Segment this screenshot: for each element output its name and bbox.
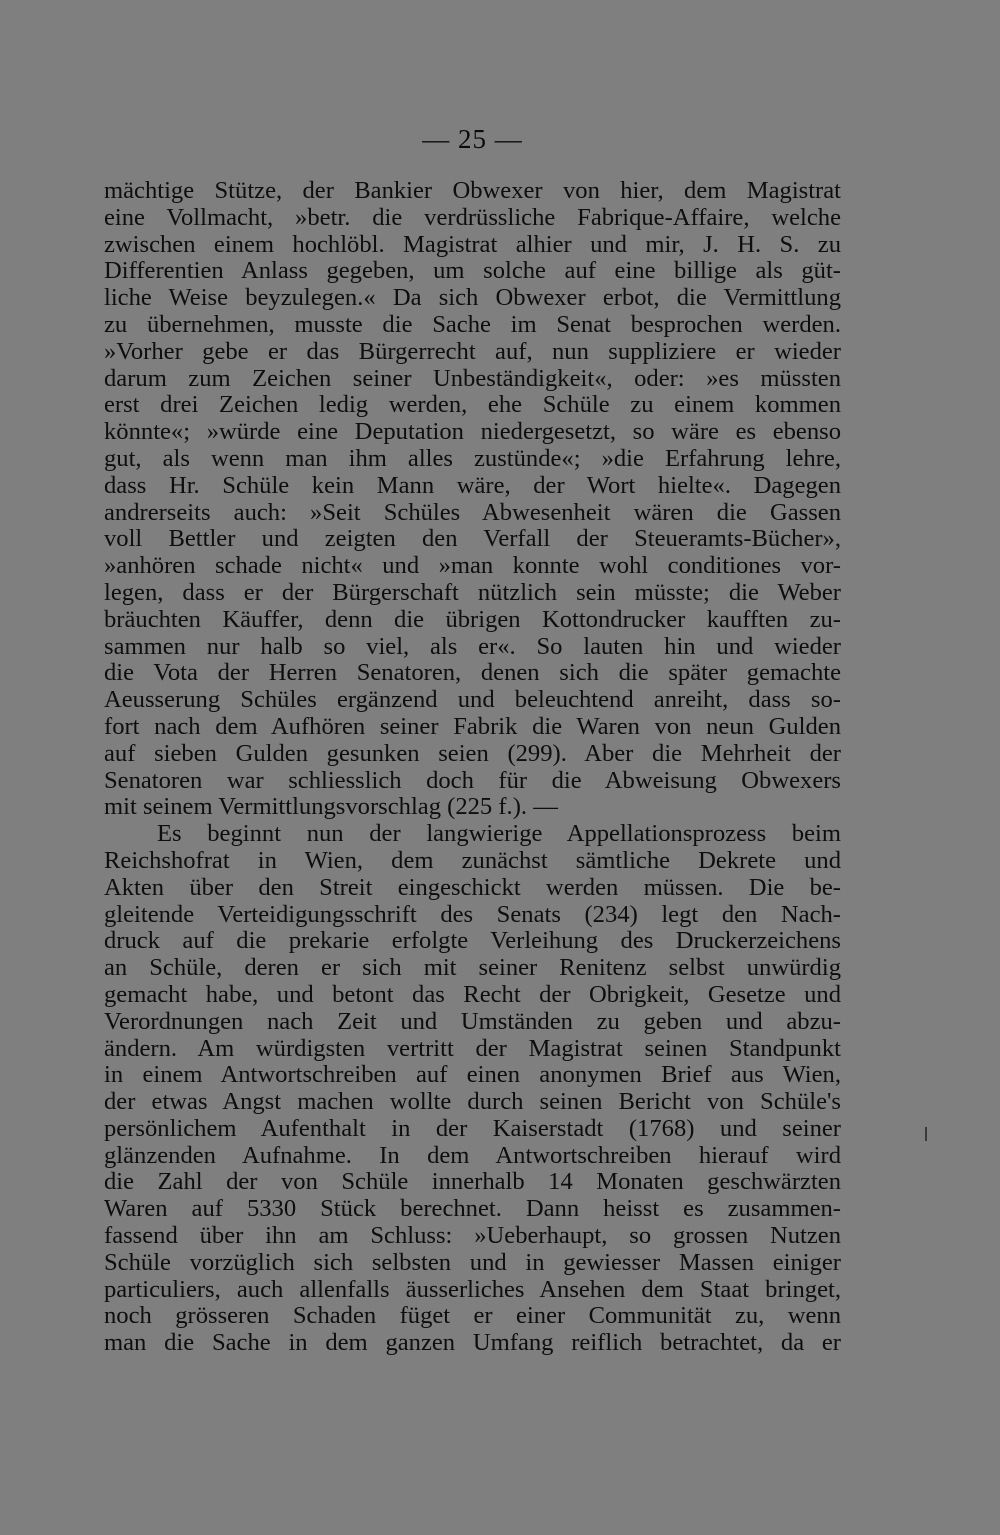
scan-speck bbox=[925, 1127, 927, 1141]
text-line: fort nach dem Aufhören seiner Fabrik die Waren von neun Gulden bbox=[104, 712, 841, 740]
text-line: an Schüle, deren er sich mit seiner Renitenz selbst unwürdig bbox=[104, 954, 841, 982]
text-line: zwischen einem hochlöbl. Magistrat alhier und mir, J. H. S. zu bbox=[104, 230, 841, 258]
text-line: der etwas Angst machen wollte durch seinen Bericht von Schüle's bbox=[104, 1088, 841, 1116]
text-line: mit seinem Vermittlungsvorschlag (225 f.). — bbox=[104, 793, 558, 821]
text-line: Senatoren war schliesslich doch für die Abweisung Obwexers bbox=[104, 766, 841, 794]
text-line: eine Vollmacht, »betr. die verdrüssliche Fabrique-Affaire, welche bbox=[104, 203, 841, 231]
text-line: in einem Antwortschreiben auf einen anonymen Brief aus Wien, bbox=[104, 1061, 841, 1089]
text-line: noch grösseren Schaden füget er einer Communität zu, wenn bbox=[104, 1302, 841, 1330]
text-line: auf sieben Gulden gesunken seien (299). Aber die Mehrheit der bbox=[104, 739, 841, 767]
text-line: Es beginnt nun der langwierige Appellationsprozess beim bbox=[157, 820, 841, 848]
text-line: Akten über den Streit eingeschickt werden müssen. Die be- bbox=[104, 873, 841, 901]
text-line: gemacht habe, und betont das Recht der Obrigkeit, Gesetze und bbox=[104, 980, 841, 1008]
text-line: »anhören schade nicht« und »man konnte wohl conditiones vor- bbox=[104, 552, 841, 580]
text-line: legen, dass er der Bürgerschaft nützlich sein müsste; die Weber bbox=[104, 578, 841, 606]
text-line: darum zum Zeichen seiner Unbeständigkeit«, oder: »es müssten bbox=[104, 364, 841, 392]
text-line: Schüle vorzüglich sich selbsten und in gewiesser Massen einiger bbox=[104, 1248, 841, 1276]
text-line: Reichshofrat in Wien, dem zunächst sämtliche Dekrete und bbox=[104, 846, 841, 874]
text-line: Waren auf 5330 Stück berechnet. Dann heisst es zusammen- bbox=[104, 1195, 841, 1223]
text-line: Differentien Anlass gegeben, um solche auf eine billige als güt- bbox=[104, 257, 841, 285]
text-line: bräuchten Käuffer, denn die übrigen Kottondrucker kaufften zu- bbox=[104, 605, 841, 633]
text-line: man die Sache in dem ganzen Umfang reiflich betrachtet, da er bbox=[104, 1329, 841, 1357]
text-line: druck auf die prekarie erfolgte Verleihung des Druckerzeichens bbox=[104, 927, 841, 955]
text-line: sammen nur halb so viel, als er«. So lauten hin und wieder bbox=[104, 632, 841, 660]
text-line: dass Hr. Schüle kein Mann wäre, der Wort hielte«. Dagegen bbox=[104, 471, 841, 499]
text-line: andrerseits auch: »Seit Schüles Abwesenheit wären die Gassen bbox=[104, 498, 841, 526]
text-line: die Vota der Herren Senatoren, denen sich die später gemachte bbox=[104, 659, 841, 687]
text-line: persönlichem Aufenthalt in der Kaiserstadt (1768) und seiner bbox=[104, 1114, 841, 1142]
text-line: zu übernehmen, musste die Sache im Senat besprochen werden. bbox=[104, 310, 841, 338]
text-line: erst drei Zeichen ledig werden, ehe Schüle zu einem kommen bbox=[104, 391, 841, 419]
text-line: voll Bettler und zeigten den Verfall der Steueramts-Bücher», bbox=[104, 525, 841, 553]
text-line: »Vorher gebe er das Bürgerrecht auf, nun suppliziere er wieder bbox=[104, 337, 841, 365]
text-line: könnte«; »würde eine Deputation niedergesetzt, so wäre es ebenso bbox=[104, 418, 841, 446]
text-line: glänzenden Aufnahme. In dem Antwortschreiben hierauf wird bbox=[104, 1141, 841, 1169]
text-line: ändern. Am würdigsten vertritt der Magistrat seinen Standpunkt bbox=[104, 1034, 841, 1062]
text-line: liche Weise beyzulegen.« Da sich Obwexer erbot, die Vermittlung bbox=[104, 284, 841, 312]
text-line: gut, als wenn man ihm alles zustünde«; »die Erfahrung lehre, bbox=[104, 444, 841, 472]
text-line: mächtige Stütze, der Bankier Obwexer von hier, dem Magistrat bbox=[104, 177, 841, 204]
text-line: gleitende Verteidigungsschrift des Senats (234) legt den Nach- bbox=[104, 900, 841, 928]
page-number: — 25 — bbox=[422, 124, 523, 154]
text-line: fassend über ihn am Schluss: »Ueberhaupt, so grossen Nutzen bbox=[104, 1222, 841, 1250]
body-text bbox=[104, 178, 841, 1357]
text-line: die Zahl der von Schüle innerhalb 14 Monaten geschwärzten bbox=[104, 1168, 841, 1196]
text-line: Aeusserung Schüles ergänzend und beleuchtend anreiht, dass so- bbox=[104, 686, 841, 714]
text-line: particuliers, auch allenfalls äusserliches Ansehen dem Staat bringet, bbox=[104, 1275, 841, 1303]
text-line: Verordnungen nach Zeit und Umständen zu geben und abzu- bbox=[104, 1007, 841, 1035]
